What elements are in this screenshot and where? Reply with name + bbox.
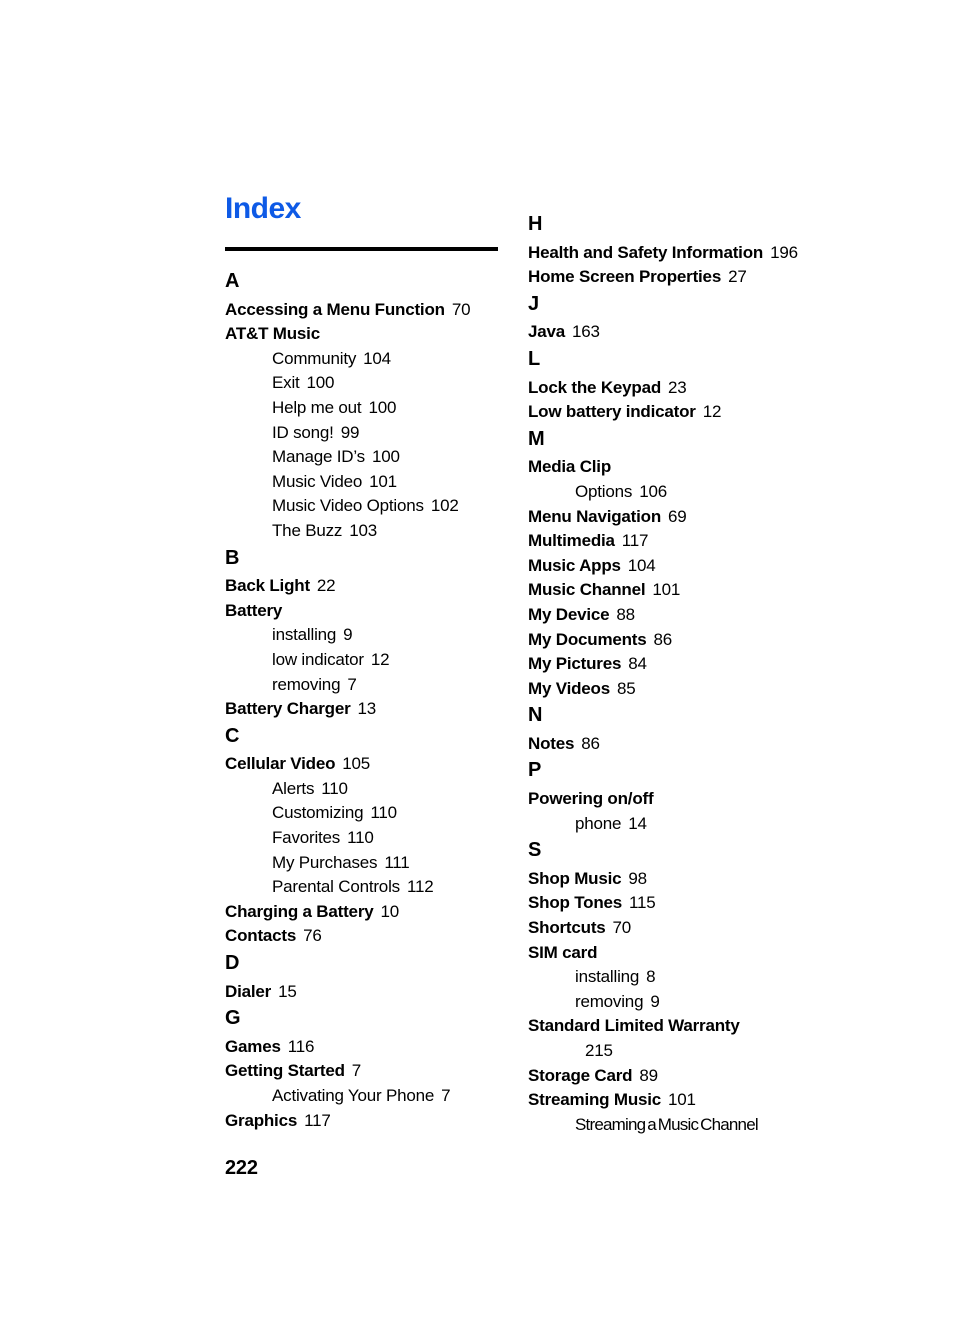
index-entry bbox=[225, 673, 510, 698]
index-entry bbox=[225, 648, 510, 673]
index-entry bbox=[528, 241, 868, 266]
index-entry-label: Music Channel bbox=[528, 580, 646, 600]
index-entry-pagenum: 8 bbox=[646, 967, 656, 987]
index-entry-label: Streaming Music bbox=[528, 1090, 662, 1110]
index-entry-label: Exit bbox=[272, 373, 300, 393]
index-entry-label: Alerts bbox=[272, 778, 315, 798]
index-entry bbox=[225, 875, 510, 900]
index-entry bbox=[528, 529, 868, 554]
index-entry bbox=[225, 298, 510, 323]
index-entry-label: Lock the Keypad bbox=[528, 377, 662, 397]
index-entry-pagenum: 112 bbox=[406, 877, 434, 897]
index-entry-pagenum: 101 bbox=[668, 1090, 696, 1110]
index-entry-pagenum: 106 bbox=[639, 481, 667, 501]
index-entry-label: Streaming a Music Channel bbox=[575, 1114, 758, 1134]
index-entry bbox=[528, 941, 868, 966]
index-entry-pagenum: 70 bbox=[612, 918, 632, 938]
section-letter: G bbox=[225, 1007, 241, 1030]
index-entry-label: My Device bbox=[528, 604, 610, 624]
index-entry bbox=[225, 1059, 510, 1084]
index-entry-label: AT&T Music bbox=[225, 324, 320, 344]
index-entry-label: Options bbox=[575, 481, 633, 501]
index-entry-label: SIM card bbox=[528, 942, 598, 962]
index-entry bbox=[528, 677, 868, 702]
index-entry-label: Contacts bbox=[225, 926, 297, 946]
index-entry-pagenum: 7 bbox=[441, 1086, 451, 1105]
index-entry-pagenum: 110 bbox=[370, 803, 397, 823]
section-letter: J bbox=[528, 292, 539, 315]
index-entry bbox=[225, 980, 510, 1005]
index-entry bbox=[225, 1084, 510, 1109]
index-entry-pagenum: 116 bbox=[287, 1036, 315, 1056]
page-number: 222 bbox=[225, 1157, 258, 1180]
index-entry-pagenum: 13 bbox=[357, 699, 377, 719]
index-entry-pagenum: 215 bbox=[585, 1041, 613, 1060]
index-entry-label: My Pictures bbox=[528, 654, 622, 674]
index-entry bbox=[528, 628, 868, 653]
index-entry-pagenum: 27 bbox=[728, 267, 747, 287]
index-entry-pagenum: 14 bbox=[628, 813, 647, 833]
section-letter: B bbox=[225, 546, 240, 569]
index-entry-label: The Buzz bbox=[272, 520, 343, 540]
index-entry-pagenum: 104 bbox=[627, 555, 656, 575]
index-column-right bbox=[528, 210, 868, 1137]
section-letter: A bbox=[225, 270, 240, 292]
index-entry bbox=[225, 752, 510, 777]
index-entry-label: phone bbox=[575, 813, 622, 833]
index-entry-pagenum: 88 bbox=[616, 604, 635, 624]
index-entry bbox=[528, 1113, 868, 1138]
index-entry bbox=[225, 470, 510, 495]
index-entry-pagenum: 84 bbox=[628, 654, 647, 674]
index-entry-label: Battery bbox=[225, 600, 283, 620]
index-entry bbox=[225, 322, 510, 347]
index-entry-label: Storage Card bbox=[528, 1065, 633, 1085]
index-entry bbox=[528, 1088, 868, 1113]
index-entry bbox=[528, 990, 868, 1015]
section-letter: S bbox=[528, 839, 542, 862]
index-entry-label: Powering on/off bbox=[528, 789, 654, 809]
index-entry-pagenum: 101 bbox=[652, 580, 681, 600]
index-entry bbox=[528, 320, 868, 345]
index-entry-label: Graphics bbox=[225, 1110, 298, 1130]
index-entry-label: My Videos bbox=[528, 678, 610, 698]
index-entry bbox=[528, 787, 868, 812]
index-entry bbox=[528, 1039, 868, 1064]
section-letter: N bbox=[528, 704, 543, 727]
index-entry-label: Music Video bbox=[272, 471, 363, 491]
index-entry-pagenum: 102 bbox=[430, 496, 459, 516]
index-entry-label: Music Video Options bbox=[272, 496, 424, 516]
index-entry bbox=[225, 574, 510, 599]
index-entry bbox=[528, 480, 868, 505]
index-entry-pagenum: 110 bbox=[347, 828, 374, 848]
index-entry-pagenum: 115 bbox=[629, 893, 656, 913]
index-entry-pagenum: 7 bbox=[347, 674, 357, 694]
index-entry-label: Home Screen Properties bbox=[528, 267, 722, 287]
index-entry bbox=[225, 623, 510, 648]
index-entry-label: Getting Started bbox=[225, 1061, 345, 1081]
index-entry-label: Cellular Video bbox=[225, 754, 336, 774]
index-entry bbox=[225, 1109, 510, 1134]
index-entry-pagenum: 85 bbox=[616, 678, 636, 698]
index-entry-pagenum: 196 bbox=[770, 242, 798, 262]
index-entry bbox=[225, 924, 510, 949]
index-entry bbox=[225, 599, 510, 624]
index-entry-pagenum: 7 bbox=[351, 1061, 362, 1081]
index-entry bbox=[528, 554, 868, 579]
index-entry bbox=[528, 916, 868, 941]
index-entry-pagenum: 100 bbox=[368, 397, 397, 417]
index-entry-label: Menu Navigation bbox=[528, 506, 662, 526]
index-entry bbox=[225, 371, 510, 396]
index-entry-label: Java bbox=[528, 322, 566, 342]
index-entry-label: Multimedia bbox=[528, 531, 615, 551]
index-entry-pagenum: 76 bbox=[303, 926, 322, 946]
index-entry-pagenum: 10 bbox=[380, 901, 400, 921]
index-entry-pagenum: 99 bbox=[340, 422, 360, 442]
index-entry-label: Battery Charger bbox=[225, 699, 351, 719]
index-entry-pagenum: 70 bbox=[451, 299, 471, 319]
index-entry-pagenum: 12 bbox=[702, 402, 722, 422]
index-entry-pagenum: 23 bbox=[668, 377, 687, 397]
index-entry bbox=[528, 505, 868, 530]
index-entry-pagenum: 117 bbox=[621, 531, 649, 551]
index-entry bbox=[225, 1035, 510, 1060]
index-entry-pagenum: 111 bbox=[384, 852, 410, 872]
index-entry-label: Notes bbox=[528, 733, 575, 753]
index-entry-label: Favorites bbox=[272, 828, 341, 848]
index-entry-pagenum: 163 bbox=[572, 322, 600, 342]
index-entry-label: removing bbox=[575, 991, 644, 1011]
index-entry-label: Low battery indicator bbox=[528, 402, 696, 422]
index-entry-label: Customizing bbox=[272, 803, 364, 823]
index-entry bbox=[225, 900, 510, 925]
index-entry-label: Shop Music bbox=[528, 868, 622, 888]
section-letter: D bbox=[225, 952, 240, 975]
section-letter: L bbox=[528, 347, 541, 370]
index-entry-pagenum: 89 bbox=[639, 1065, 658, 1085]
index-entry-label: Back Light bbox=[225, 576, 310, 596]
index-entry-label: Activating Your Phone bbox=[272, 1086, 435, 1105]
index-entry-label: Health and Safety Information bbox=[528, 242, 764, 262]
index-entry bbox=[225, 347, 510, 372]
right-column bbox=[528, 194, 868, 1137]
index-entry bbox=[225, 421, 510, 446]
index-entry bbox=[225, 826, 510, 851]
index-entry bbox=[528, 578, 868, 603]
index-entry-pagenum: 12 bbox=[370, 649, 390, 669]
index-entry-label: Manage ID’s bbox=[272, 447, 365, 467]
index-entry-pagenum: 86 bbox=[581, 733, 600, 753]
index-entry bbox=[225, 777, 510, 802]
page-title: Index bbox=[225, 192, 301, 225]
index-entry bbox=[225, 519, 510, 544]
index-entry bbox=[225, 801, 510, 826]
index-entry-pagenum: 100 bbox=[306, 373, 335, 393]
index-entry-label: Media Clip bbox=[528, 457, 612, 477]
index-entry bbox=[528, 652, 868, 677]
index-entry-pagenum: 69 bbox=[668, 506, 687, 526]
section-letter: M bbox=[528, 427, 545, 450]
index-entry bbox=[528, 891, 868, 916]
index-entry bbox=[528, 812, 868, 837]
index-entry-label: Games bbox=[225, 1036, 281, 1056]
index-entry-label: installing bbox=[272, 625, 337, 645]
index-entry-label: Charging a Battery bbox=[225, 901, 374, 921]
section-letter: P bbox=[528, 759, 542, 782]
index-entry-label: My Purchases bbox=[272, 852, 378, 872]
index-entry-label: Dialer bbox=[225, 981, 272, 1001]
index-entry bbox=[225, 697, 510, 722]
index-entry-label: My Documents bbox=[528, 629, 647, 649]
index-entry-pagenum: 9 bbox=[650, 991, 660, 1011]
left-column bbox=[225, 192, 510, 1180]
index-entry-pagenum: 22 bbox=[316, 576, 336, 596]
index-entry bbox=[528, 732, 868, 757]
index-entry bbox=[528, 965, 868, 990]
index-entry bbox=[528, 1014, 868, 1039]
index-entry bbox=[225, 445, 510, 470]
index-entry-label: ID song! bbox=[272, 422, 334, 442]
index-entry bbox=[528, 1064, 868, 1089]
index-entry-pagenum: 15 bbox=[278, 981, 297, 1001]
index-entry-pagenum: 110 bbox=[321, 778, 348, 798]
index-entry bbox=[225, 494, 510, 519]
index-entry bbox=[528, 867, 868, 892]
index-entry-label: Shortcuts bbox=[528, 918, 606, 938]
index-entry bbox=[528, 603, 868, 628]
index-entry bbox=[528, 376, 868, 401]
index-entry-label: Shop Tones bbox=[528, 893, 623, 913]
index-entry-pagenum: 9 bbox=[343, 625, 353, 645]
index-entry-label: Standard Limited Warranty bbox=[528, 1016, 740, 1036]
index-entry-pagenum: 105 bbox=[342, 754, 371, 774]
section-letter: H bbox=[528, 213, 543, 235]
index-entry-pagenum: 101 bbox=[369, 471, 397, 491]
index-entry bbox=[528, 400, 868, 425]
index-entry bbox=[225, 396, 510, 421]
index-entry-pagenum: 98 bbox=[628, 868, 647, 888]
index-entry bbox=[225, 851, 510, 876]
title-rule bbox=[225, 247, 498, 251]
index-entry-label: Music Apps bbox=[528, 555, 621, 575]
index-entry-label: Community bbox=[272, 348, 357, 368]
index-column-left bbox=[225, 267, 510, 1133]
index-entry-label: installing bbox=[575, 967, 640, 987]
index-entry-label: Help me out bbox=[272, 397, 362, 417]
index-entry-label: low indicator bbox=[272, 649, 364, 669]
index-entry-label: Parental Controls bbox=[272, 877, 400, 897]
index-entry-pagenum: 104 bbox=[363, 348, 391, 368]
index-entry-pagenum: 117 bbox=[304, 1110, 331, 1130]
index-entry-label: Accessing a Menu Function bbox=[225, 299, 445, 319]
index-entry-label: removing bbox=[272, 674, 341, 694]
index-entry-pagenum: 103 bbox=[349, 520, 377, 540]
section-letter: C bbox=[225, 724, 240, 747]
index-entry bbox=[528, 265, 868, 290]
index-entry bbox=[528, 455, 868, 480]
index-entry-pagenum: 86 bbox=[653, 629, 673, 649]
index-entry-pagenum: 100 bbox=[371, 447, 400, 467]
